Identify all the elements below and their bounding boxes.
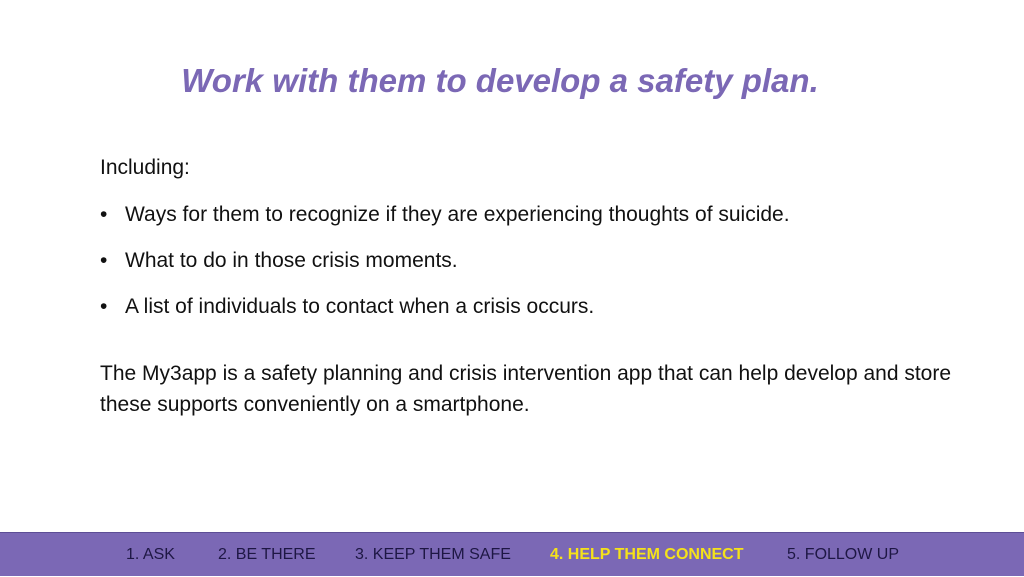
nav-item-keep-them-safe[interactable]: 3. KEEP THEM SAFE (355, 546, 511, 563)
bullet-dot-icon: • (100, 203, 108, 226)
bullet-item (100, 245, 980, 276)
bullet-dot-icon: • (100, 295, 108, 318)
slide-content (100, 152, 980, 420)
slide-title: Work with them to develop a safety plan. (181, 62, 819, 99)
nav-item-follow-up[interactable]: 5. FOLLOW UP (787, 546, 900, 563)
nav-item-be-there[interactable]: 2. BE THERE (218, 546, 316, 563)
bullet-dot-icon: • (100, 249, 108, 272)
intro-text: Including: (100, 156, 190, 179)
footer-nav (0, 532, 1024, 576)
nav-item-ask[interactable]: 1. ASK (126, 546, 175, 563)
bullet-item (100, 291, 980, 322)
bullet-text: What to do in those crisis moments. (125, 249, 458, 272)
bullet-text: A list of individuals to contact when a crisis occurs. (125, 295, 595, 318)
bullet-item (100, 199, 980, 230)
nav-item-help-them-connect[interactable]: 4. HELP THEM CONNECT (550, 546, 744, 563)
bullet-list (100, 199, 980, 322)
bullet-text: Ways for them to recognize if they are experiencing thoughts of suicide. (125, 203, 790, 226)
description-text: The My3app is a safety planning and crisis intervention app that can help develop and store these supports conveniently on a smartphone. (100, 362, 952, 416)
